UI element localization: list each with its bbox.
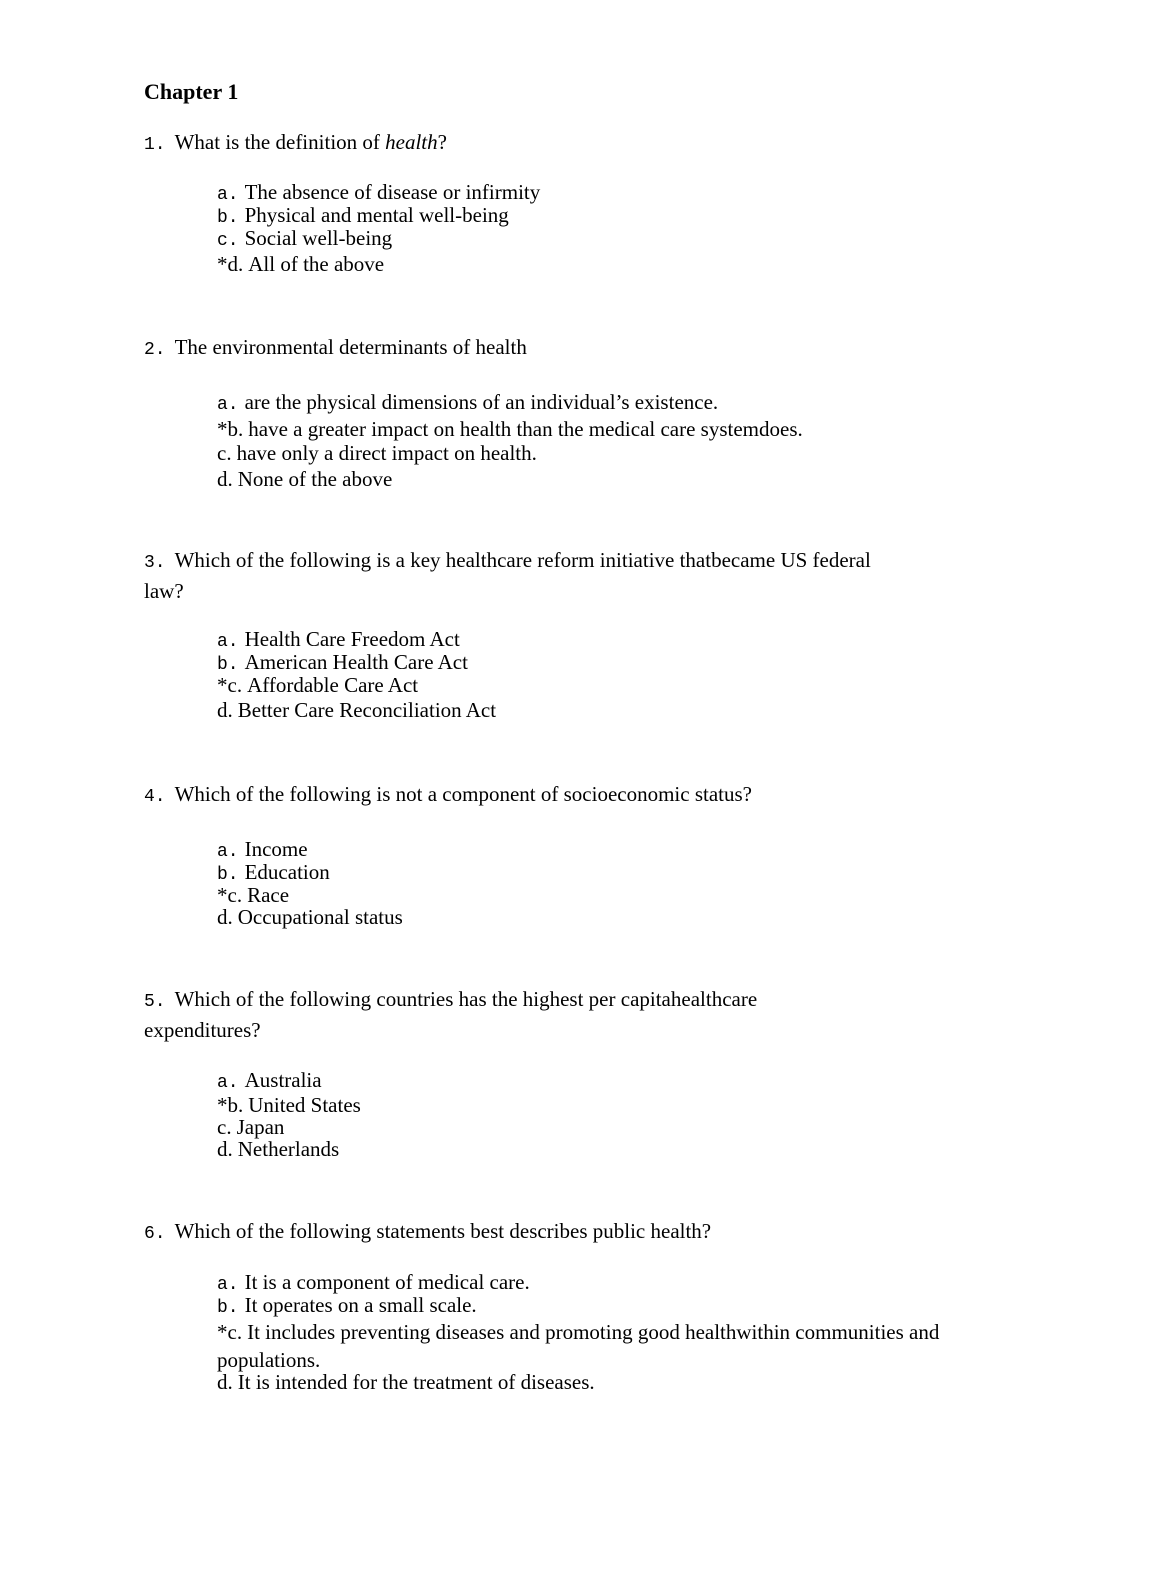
option-label: b. <box>217 1298 239 1318</box>
question-emphasis: health <box>385 130 438 154</box>
option-text: Social well-being <box>244 226 393 250</box>
option-label: *b. <box>217 1093 244 1117</box>
option-label: d. <box>217 905 233 929</box>
question-number: 3. <box>144 553 166 573</box>
option-label: *c. <box>217 1320 243 1344</box>
question-text: Which of the following statements best describes public health? <box>174 1219 712 1243</box>
option-text: It is intended for the treatment of diseases. <box>237 1370 595 1394</box>
question-6 <box>144 1217 1004 1248</box>
option-label: *c. <box>217 883 243 907</box>
option-label: c. <box>217 231 239 251</box>
option-text: It includes preventing diseases and promoting good healthwithin communities and populations. <box>217 1320 940 1372</box>
question-1 <box>144 128 1004 159</box>
question-number: 5. <box>144 992 166 1012</box>
question-number: 1. <box>144 135 166 155</box>
question-text-end: ? <box>437 130 447 154</box>
option-label: a. <box>217 842 239 862</box>
option-text: are the physical dimensions of an individual’s existence. <box>244 390 719 414</box>
option-3c <box>217 671 1007 699</box>
option-label: b. <box>217 865 239 885</box>
option-text: The absence of disease or infirmity <box>244 180 541 204</box>
option-label: a. <box>217 185 239 205</box>
option-label: c. <box>217 1115 232 1139</box>
question-text: Which of the following is a key healthcare reform initiative thatbecame US federal law? <box>144 548 871 603</box>
option-1d <box>217 250 1007 278</box>
option-text: American Health Care Act <box>244 650 468 674</box>
option-text: It operates on a small scale. <box>244 1293 477 1317</box>
option-text: Affordable Care Act <box>247 673 419 697</box>
option-text: None of the above <box>237 467 393 491</box>
option-text: Australia <box>244 1068 322 1092</box>
option-text: Race <box>247 883 290 907</box>
option-text: have only a direct impact on health. <box>236 441 537 465</box>
option-label: d. <box>217 1137 233 1161</box>
question-text: Which of the following countries has the highest per capitahealthcare expenditures? <box>144 987 758 1042</box>
option-label: c. <box>217 441 232 465</box>
option-text: Occupational status <box>237 905 403 929</box>
option-label: *c. <box>217 673 243 697</box>
option-label: b. <box>217 208 239 228</box>
option-2d <box>217 465 1007 493</box>
option-6c <box>217 1318 1002 1374</box>
option-text: It is a component of medical care. <box>244 1270 530 1294</box>
question-2 <box>144 333 1004 364</box>
option-label: d. <box>217 467 233 491</box>
question-text: The environmental determinants of health <box>174 335 527 359</box>
option-label: a. <box>217 632 239 652</box>
option-text: Netherlands <box>237 1137 340 1161</box>
option-text: Income <box>244 837 308 861</box>
option-3d <box>217 696 1007 724</box>
question-text: Which of the following is not a component of socioeconomic status? <box>174 782 752 806</box>
question-number: 6. <box>144 1224 166 1244</box>
option-5d <box>217 1135 1007 1163</box>
option-text: Health Care Freedom Act <box>244 627 460 651</box>
option-text: have a greater impact on health than the medical care systemdoes. <box>248 417 803 441</box>
option-4d <box>217 903 1007 931</box>
option-text: Physical and mental well-being <box>244 203 509 227</box>
option-label: d. <box>217 698 233 722</box>
question-4 <box>144 780 1004 811</box>
option-label: a. <box>217 1073 239 1093</box>
option-label: b. <box>217 655 239 675</box>
question-3 <box>144 546 914 605</box>
option-text: United States <box>248 1093 361 1117</box>
option-label: a. <box>217 1275 239 1295</box>
option-text: All of the above <box>248 252 385 276</box>
option-text: Education <box>244 860 330 884</box>
option-text: Japan <box>236 1115 285 1139</box>
question-number: 2. <box>144 340 166 360</box>
option-label: a. <box>217 395 239 415</box>
chapter-title: Chapter 1 <box>144 79 239 104</box>
question-text: What is the definition of <box>174 130 386 154</box>
option-2c <box>217 439 1007 467</box>
option-6d <box>217 1368 1007 1396</box>
option-label: *d. <box>217 252 244 276</box>
question-5 <box>144 985 864 1044</box>
option-text: Better Care Reconciliation Act <box>237 698 497 722</box>
option-label: *b. <box>217 417 244 441</box>
option-label: d. <box>217 1370 233 1394</box>
question-number: 4. <box>144 787 166 807</box>
